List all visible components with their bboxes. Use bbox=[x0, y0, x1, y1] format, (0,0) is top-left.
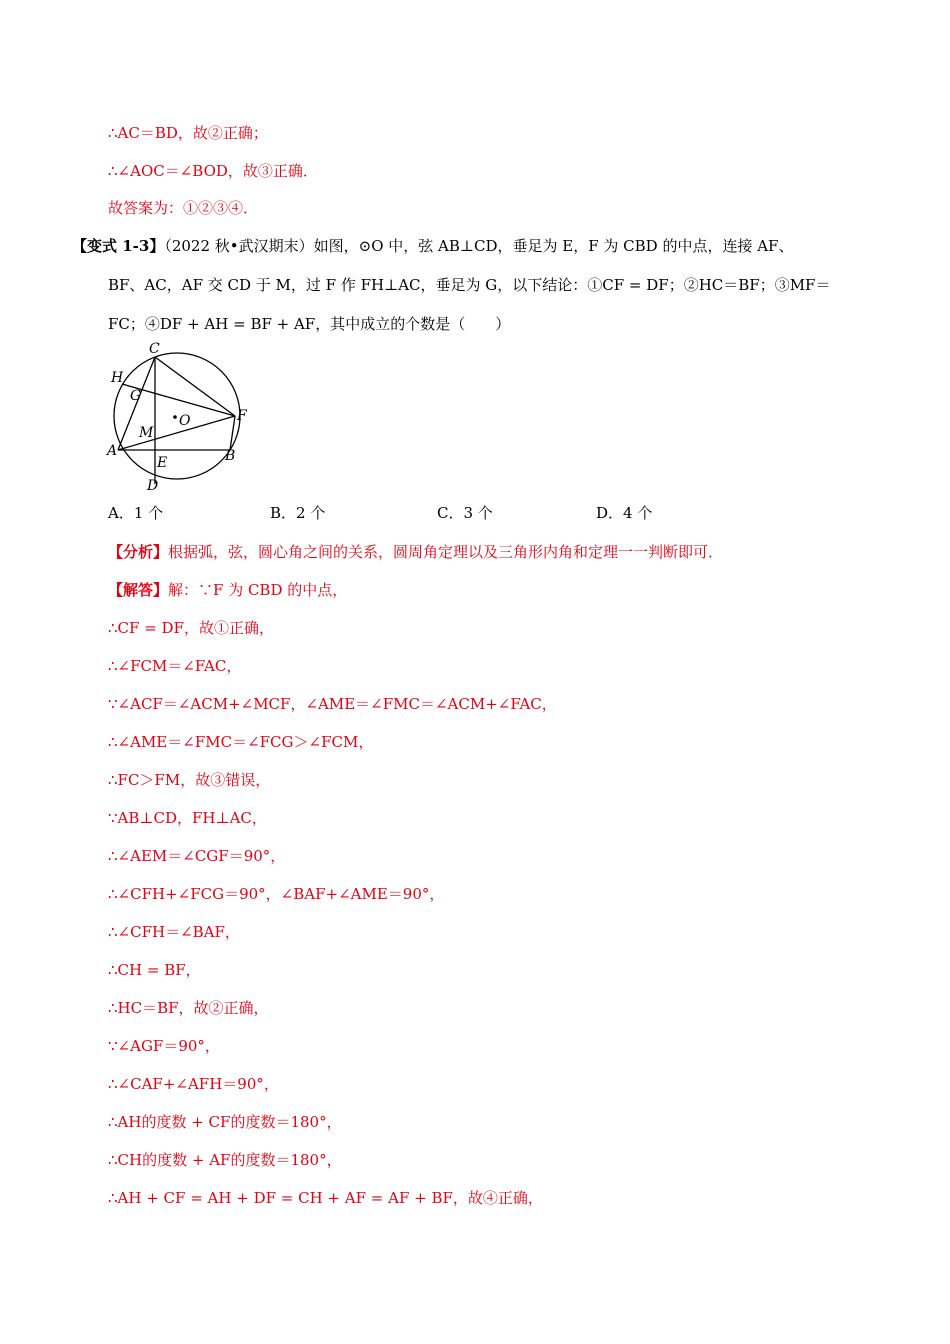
answer-line-14: ∴AH的度数 + CF的度数＝180°， bbox=[108, 1113, 342, 1131]
answer-first-line bbox=[108, 580, 347, 600]
answer-line-4: ∴∠AME＝∠FMC＝∠FCG＞∠FCM， bbox=[108, 733, 374, 751]
solution-line-3: 故答案为：①②③④． bbox=[108, 199, 259, 217]
question-line-1: 如图，⊙O 中，弦 AB⊥CD，垂足为 E，F 为 CBD 的中点，连接 AF、 bbox=[313, 237, 794, 255]
answer-line-7: ∴∠AEM＝∠CGF＝90°， bbox=[108, 847, 286, 865]
answer-line-5: ∴FC＞FM，故③错误， bbox=[108, 771, 271, 789]
answer-line-9: ∴∠CFH＝∠BAF， bbox=[108, 923, 240, 941]
label-b: B bbox=[225, 448, 236, 464]
solution-line-1: ∴AC＝BD，故②正确； bbox=[108, 124, 268, 142]
answer-line-10: ∴CH = BF， bbox=[108, 961, 201, 979]
label-m: M bbox=[139, 425, 154, 441]
answer-tag: 【解答】 bbox=[108, 581, 169, 599]
analysis-text: 根据弧，弦，圆心角之间的关系，圆周角定理以及三角形内角和定理一一判断即可． bbox=[168, 543, 724, 561]
label-f: F bbox=[237, 408, 247, 424]
label-e: E bbox=[157, 455, 168, 471]
label-o: O bbox=[179, 413, 191, 429]
answer-line-11: ∴HC＝BF，故②正确， bbox=[108, 999, 269, 1017]
analysis-line bbox=[108, 542, 723, 562]
circle-o bbox=[114, 353, 240, 479]
circle-figure bbox=[104, 338, 284, 496]
answer-line-1: ∴CF = DF，故①正确， bbox=[108, 619, 274, 637]
choice-c: C．3 个 bbox=[437, 504, 493, 522]
question-line-3: FC；④DF + AH = BF + AF，其中成立的个数是（ ） bbox=[108, 315, 511, 333]
question-line-2: BF、AC，AF 交 CD 于 M，过 F 作 FH⊥AC，垂足为 G，以下结论：①CF = DF；②HC＝BF；③MF＝ bbox=[108, 276, 831, 294]
question-header bbox=[72, 236, 793, 256]
analysis-tag: 【分析】 bbox=[108, 543, 169, 561]
question-source: （2022 秋•武汉期末） bbox=[164, 237, 314, 255]
choice-d: D．4 个 bbox=[596, 504, 653, 522]
segment-cf bbox=[155, 357, 235, 416]
label-c: C bbox=[149, 341, 160, 357]
answer-line-2: ∴∠FCM＝∠FAC， bbox=[108, 657, 242, 675]
choice-b: B．2 个 bbox=[270, 504, 326, 522]
answer-line-13: ∴∠CAF+∠AFH＝90°， bbox=[108, 1075, 279, 1093]
answer-first: 解：∵F 为 CBD 的中点， bbox=[168, 581, 348, 599]
solution-line-2: ∴∠AOC＝∠BOD，故③正确． bbox=[108, 162, 318, 180]
answer-line-15: ∴CH的度数 + AF的度数＝180°， bbox=[108, 1151, 342, 1169]
label-g: G bbox=[130, 388, 142, 404]
answer-line-6: ∵AB⊥CD，FH⊥AC， bbox=[108, 809, 267, 827]
choice-a: A．1 个 bbox=[108, 504, 164, 522]
answer-line-12: ∵∠AGF＝90°， bbox=[108, 1037, 220, 1055]
answer-line-3: ∵∠ACF＝∠ACM+∠MCF，∠AME＝∠FMC＝∠ACM+∠FAC， bbox=[108, 695, 557, 713]
label-h: H bbox=[111, 370, 124, 386]
answer-line-16: ∴AH + CF = AH + DF = CH + AF = AF + BF，故④正确， bbox=[108, 1189, 543, 1207]
segment-af bbox=[118, 416, 235, 450]
label-d: D bbox=[147, 478, 159, 494]
label-a: A bbox=[107, 443, 118, 459]
center-dot bbox=[173, 415, 177, 419]
question-tag: 【变式 1-3】 bbox=[72, 237, 165, 255]
answer-line-8: ∴∠CFH+∠FCG＝90°，∠BAF+∠AME＝90°， bbox=[108, 885, 445, 903]
